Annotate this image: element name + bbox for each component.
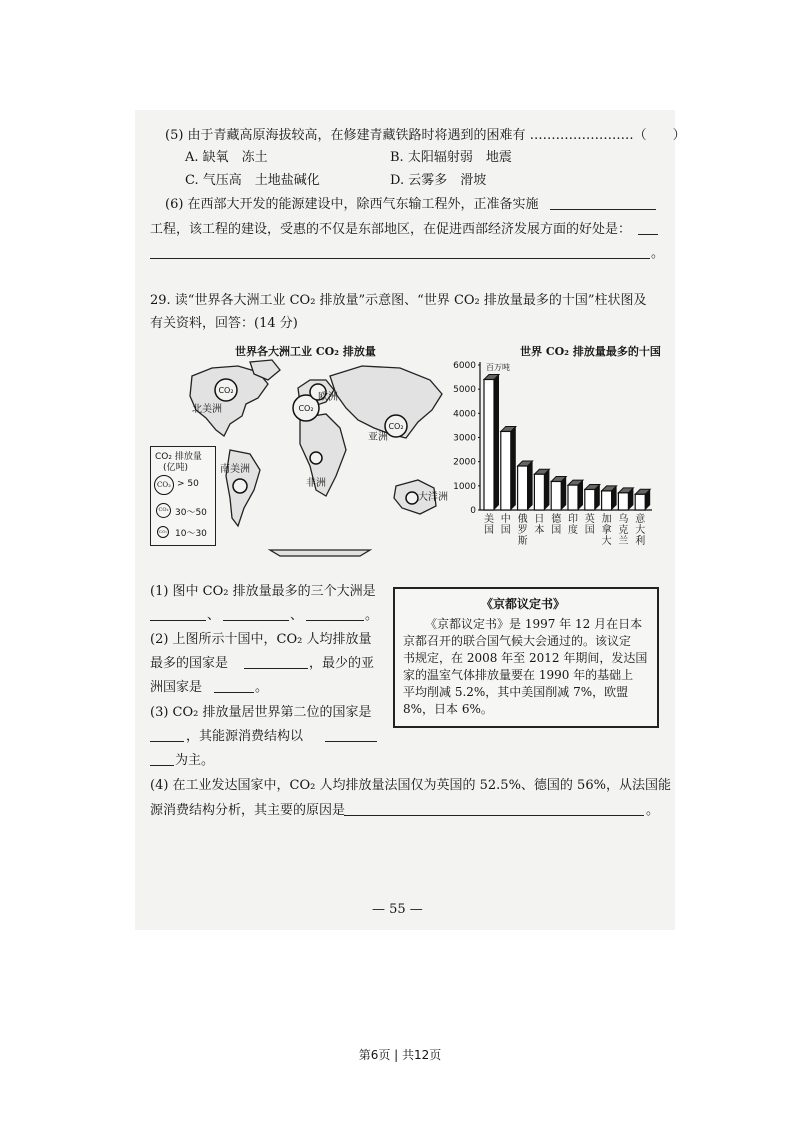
bar [484,375,499,511]
q6-blank-3[interactable] [150,246,650,259]
q29-1-end: 。 [365,608,379,623]
bar-front [534,474,544,510]
q29-1-blank-2[interactable] [223,608,289,621]
bar [518,461,533,510]
x-category-label: 美国 [484,514,494,536]
legend-symbol-small: CO₂ [157,526,169,538]
bar-front [551,481,561,510]
co2-bar-chart [440,355,670,525]
q29-2-line2: 最多的国家是 [150,656,229,671]
x-category-label: 日本 [534,514,545,536]
bar-side [511,426,516,510]
kyoto-line: 8%，日本 6%。 [403,702,493,716]
q29-2-end: 。 [255,680,269,695]
kyoto-line: 京都召开的联合国气候大会通过的。该议定 [403,634,632,648]
q29-2-line1: (2) 上图所示十国中，CO₂ 人均排放量 [150,632,372,647]
q29-3-blank-2[interactable] [325,729,377,742]
q6-line1: (6) 在西部大开发的能源建设中，除西气东输工程外，正准备实施 [165,197,539,212]
bar [602,486,617,510]
q29-4-end: 。 [646,803,660,818]
bar [568,480,583,510]
q5-option-a: A. 缺氧 冻土 [185,150,268,165]
x-category-label: 英国 [584,514,595,536]
q29-1-sep-2: 、 [290,608,304,623]
q29-1-text: (1) 图中 CO₂ 排放量最多的三个大洲是 [150,584,376,599]
q29-4-line2: 源消费结构分析，其主要的原因是 [150,803,346,818]
bar-front [635,494,645,510]
legend-symbol-large: CO₂ [154,475,174,495]
q6-line2: 工程，该工程的建设，受惠的不仅是东部地区，在促进西部经济发展方面的好处是： [150,222,632,237]
q5-option-b: B. 太阳辐射弱 地震 [390,150,512,165]
q29-2-mid: ，最少的亚 [309,656,375,671]
bar-side [494,375,499,511]
chart-title: 世界 CO₂ 排放量最多的十国 [520,345,661,358]
q29-3-mid: ，其能源消费结构以 [186,729,304,744]
bar [635,489,650,510]
map-label-south-america: 南美洲 [220,464,250,475]
q6-end: 。 [651,246,665,261]
x-category-label: 印度 [568,514,578,536]
bar-side [544,469,549,510]
map-legend [150,446,216,546]
map-label-north-america: 北美洲 [192,404,222,415]
x-category-label: 德国 [551,514,562,536]
map-label-asia: 亚洲 [368,432,388,443]
q29-1-blank-3[interactable] [306,608,364,621]
bar [534,469,549,510]
q29-3-blank-3[interactable] [150,753,174,766]
page-number: — 55 — [372,902,423,917]
y-tick-label: 4000 [453,409,476,420]
q29-2-blank-1[interactable] [244,656,308,669]
q29-3-blank-1[interactable] [150,729,184,742]
page-footer: 第6页 | 共12页 [358,1048,442,1062]
kyoto-protocol-box [393,587,659,728]
bar-side [528,461,533,510]
legend-title: CO₂ 排放量 [155,452,202,462]
legend-text-medium: 30～50 [175,508,207,518]
legend-text-large: > 50 [177,479,199,489]
x-category-label: 加拿大 [601,514,612,547]
bar-front [501,431,511,510]
map-label-europe: 欧洲 [318,392,338,403]
q29-1-sep-1: 、 [207,608,221,623]
map-co2-asia: CO₂ [388,422,404,431]
bar [501,426,516,510]
bar-front [602,491,612,510]
q29-line1: 29. 读“世界各大洲工业 CO₂ 排放量”示意图、“世界 CO₂ 排放量最多的十国”柱状图及 [150,293,647,308]
kyoto-line: 《京都议定书》是 1997 年 12 月在日本 [425,617,643,631]
q29-1-blank-1[interactable] [150,608,206,621]
y-tick-label: 0 [470,506,476,516]
q29-3-end: 为主。 [175,753,215,768]
legend-unit: (亿吨) [163,463,189,473]
x-category-label: 意大利 [635,514,646,547]
kyoto-line: 书规定，在 2008 年至 2012 年期间，发达国 [403,651,648,665]
map-label-africa: 非洲 [306,478,326,489]
legend-text-small: 10～30 [175,529,207,539]
kyoto-title: 《京都议定书》 [481,597,566,611]
q5-option-d: D. 云雾多 滑坡 [390,173,487,188]
map-label-oceania: 大洋洲 [418,492,448,503]
kyoto-line: 平均削减 5.2%，其中美国削减 7%，欧盟 [403,685,629,699]
x-category-label: 乌克兰 [618,514,629,547]
q29-2-blank-2[interactable] [214,680,254,693]
map-co2-north-america: CO₂ [218,386,234,395]
x-category-label: 俄罗斯 [517,514,528,547]
y-tick-label: 5000 [453,385,476,396]
kyoto-line: 家的温室气体排放量要在 1990 年的基础上 [403,668,634,682]
q29-line2: 有关资料，回答：(14 分) [150,316,298,331]
q29-4-line1: (4) 在工业发达国家中，CO₂ 人均排放量法国仅为英国的 52.5%、德国的 56%，从法国能 [150,778,671,793]
bar-front [484,380,494,511]
y-tick-label: 2000 [453,457,476,468]
q6-blank-2[interactable] [638,222,658,235]
legend-symbol-medium: CO₂ [156,503,171,518]
q5-option-c: C. 气压高 土地盐碱化 [185,173,320,188]
q29-4-blank[interactable] [344,803,644,816]
bar-front [585,489,595,510]
chart-unit-label: 百万吨 [486,363,510,372]
y-tick-label: 3000 [453,433,476,444]
y-tick-label: 6000 [453,361,476,371]
q29-2-line3: 洲国家是 [150,680,203,695]
map-co2-europe: CO₂ [298,404,314,413]
q6-blank-1[interactable] [550,197,656,210]
q29-3-line1: (3) CO₂ 排放量居世界第二位的国家是 [150,705,372,720]
map-title: 世界各大洲工业 CO₂ 排放量 [235,345,376,358]
bar [585,484,600,510]
x-category-label: 中国 [500,514,511,536]
q5-stem: (5) 由于青藏高原海拔较高，在修建青藏铁路时将遇到的困难有 ……………………（ ） [165,128,686,143]
bar [551,476,566,510]
y-tick-label: 1000 [453,481,476,492]
antarctica-shape [270,550,370,556]
bar-front [618,493,628,510]
bar-front [518,466,528,510]
bar-side [561,476,566,510]
bar [618,488,633,510]
bar-front [568,485,578,510]
